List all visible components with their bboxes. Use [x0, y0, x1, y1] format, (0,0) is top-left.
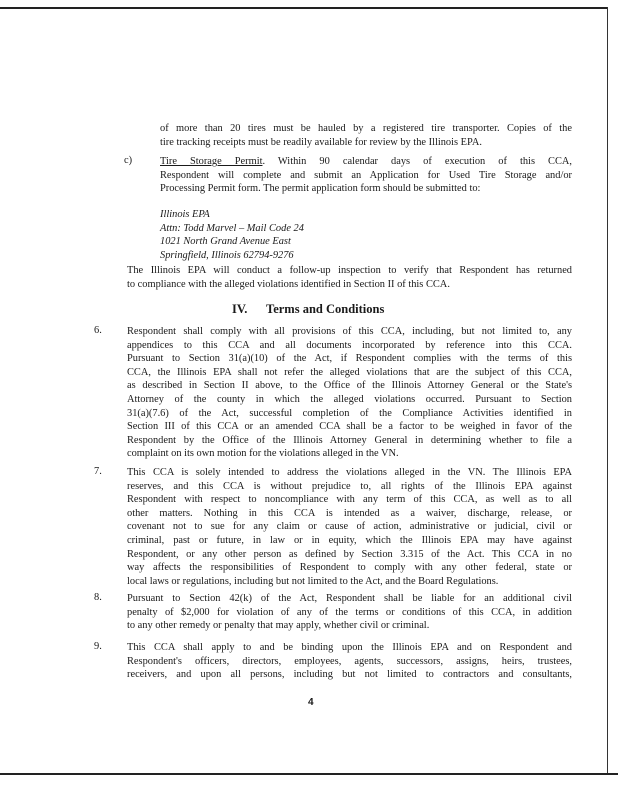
paragraph-9: [127, 641, 572, 682]
text-line: criminal, past or future, in law or in equity, which the Illinois EPA may have against: [127, 534, 572, 546]
text-line: Respondent shall comply with all provisions of this CCA, including, but not limited to, any: [127, 326, 572, 337]
text-line: of more than 20 tires must be hauled by a registered tire transporter. Copies of the: [160, 123, 572, 134]
paragraph-7: [127, 466, 572, 588]
page-number: 4: [308, 697, 314, 708]
address-line: 1021 North Grand Avenue East: [160, 236, 291, 248]
carryover-paragraph: [160, 122, 572, 149]
paragraph-6: [127, 325, 572, 461]
followup-paragraph: [127, 264, 572, 291]
paragraph-8: [127, 592, 572, 633]
text-line: Respondent, or any other person as defined by Section 3.315 of the Act. This CCA in no: [127, 548, 572, 560]
top-border-line: [0, 7, 608, 9]
paragraph-number: 8.: [94, 592, 102, 603]
section-numeral: IV.: [232, 302, 248, 316]
item-c-label: c): [124, 155, 133, 166]
text-line: This CCA is solely intended to address the violations alleged in the VN. The Illinois EPA: [127, 467, 572, 478]
right-border-line: [607, 7, 608, 775]
text-line: way affects the responsibilities of Respondent to comply with any other federal, state or: [127, 562, 572, 574]
text-line: penalty of $2,000 for violation of any of the terms or conditions of this CCA, in addition: [127, 606, 572, 618]
text-line: Processing Permit form. The permit application form should be submitted to:: [160, 183, 481, 195]
text-line: Attorney of the county in which the alleged violations occurred. Pursuant to Section: [127, 393, 572, 405]
text-line: Respondent with respect to noncompliance with any term of this CCA, as well as to all: [127, 494, 572, 506]
text-line: local laws or regulations, including but not limited to the Act, and the Board Regulations.: [127, 575, 499, 587]
text-line: Section III of this CCA or an amended CCA shall be a factor to be weighed in favor of the: [127, 421, 572, 433]
text-line: This CCA shall apply to and be binding upon the Illinois EPA and on Respondent and: [127, 642, 572, 653]
address-line: Springfield, Illinois 62794-9276: [160, 249, 294, 261]
text-line: Respondent's officers, directors, employees, agents, successors, assigns, heirs, trustees,: [127, 655, 572, 667]
item-c-title: Tire Storage Permit: [160, 156, 263, 167]
text-line: Pursuant to Section 31(a)(10) of the Act, if Respondent complies with the terms of this: [127, 353, 572, 365]
text-line: receivers, and upon all persons, including but not limited to contractors and consultants,: [127, 669, 572, 681]
text-line: complaint on its own motion for the violations alleged in the VN.: [127, 448, 399, 460]
text-line: Tire Storage Permit. Within 90 calendar days of execution of this CCA,: [160, 156, 572, 167]
item-c-paragraph: [160, 155, 572, 196]
text-line: reserves, and this CCA is without prejudice to, all rights of the Illinois EPA against: [127, 480, 572, 492]
paragraph-number: 7.: [94, 466, 102, 477]
text-line: Respondent by the Office of the Illinois Attorney General in determining whether to file a: [127, 434, 572, 446]
section-title: Terms and Conditions: [266, 302, 385, 316]
text-line: as described in Section II above, to the Office of the Illinois Attorney General or the State's: [127, 380, 572, 392]
text-line: The Illinois EPA will conduct a follow-up inspection to verify that Respondent has returned: [127, 265, 572, 276]
text-line: CCA, the Illinois EPA shall not refer the alleged violations that are the subject of this CCA,: [127, 366, 572, 378]
address-line: Attn: Todd Marvel – Mail Code 24: [160, 222, 304, 234]
address-line: Illinois EPA: [160, 209, 210, 220]
paragraph-number: 9.: [94, 641, 102, 652]
text-line: 31(a)(7.6) of the Act, successful completion of the Compliance Activities identified in: [127, 407, 572, 419]
mailing-address: [160, 208, 304, 262]
bottom-border-line: [0, 773, 618, 775]
text-line: tire tracking receipts must be readily available for review by the Illinois EPA.: [160, 136, 482, 148]
text-line: covenant not to sue for any claim or cause of action, administrative or judicial, civil or: [127, 521, 572, 533]
text-line: other matters. Nothing in this CCA is intended as a waiver, discharge, release, or: [127, 507, 572, 519]
text-line: Pursuant to Section 42(k) of the Act, Respondent shall be liable for an additional civil: [127, 593, 572, 604]
text-line: Respondent will complete and submit an Application for Used Tire Storage and/or: [160, 169, 572, 181]
paragraph-number: 6.: [94, 325, 102, 336]
text-line: to compliance with the alleged violations identified in Section II of this CCA.: [127, 278, 450, 290]
text-line: to any other remedy or penalty that may apply, whether civil or criminal.: [127, 620, 430, 632]
text-line: appendices to this CCA and all documents incorporated by reference into this CCA.: [127, 339, 572, 351]
